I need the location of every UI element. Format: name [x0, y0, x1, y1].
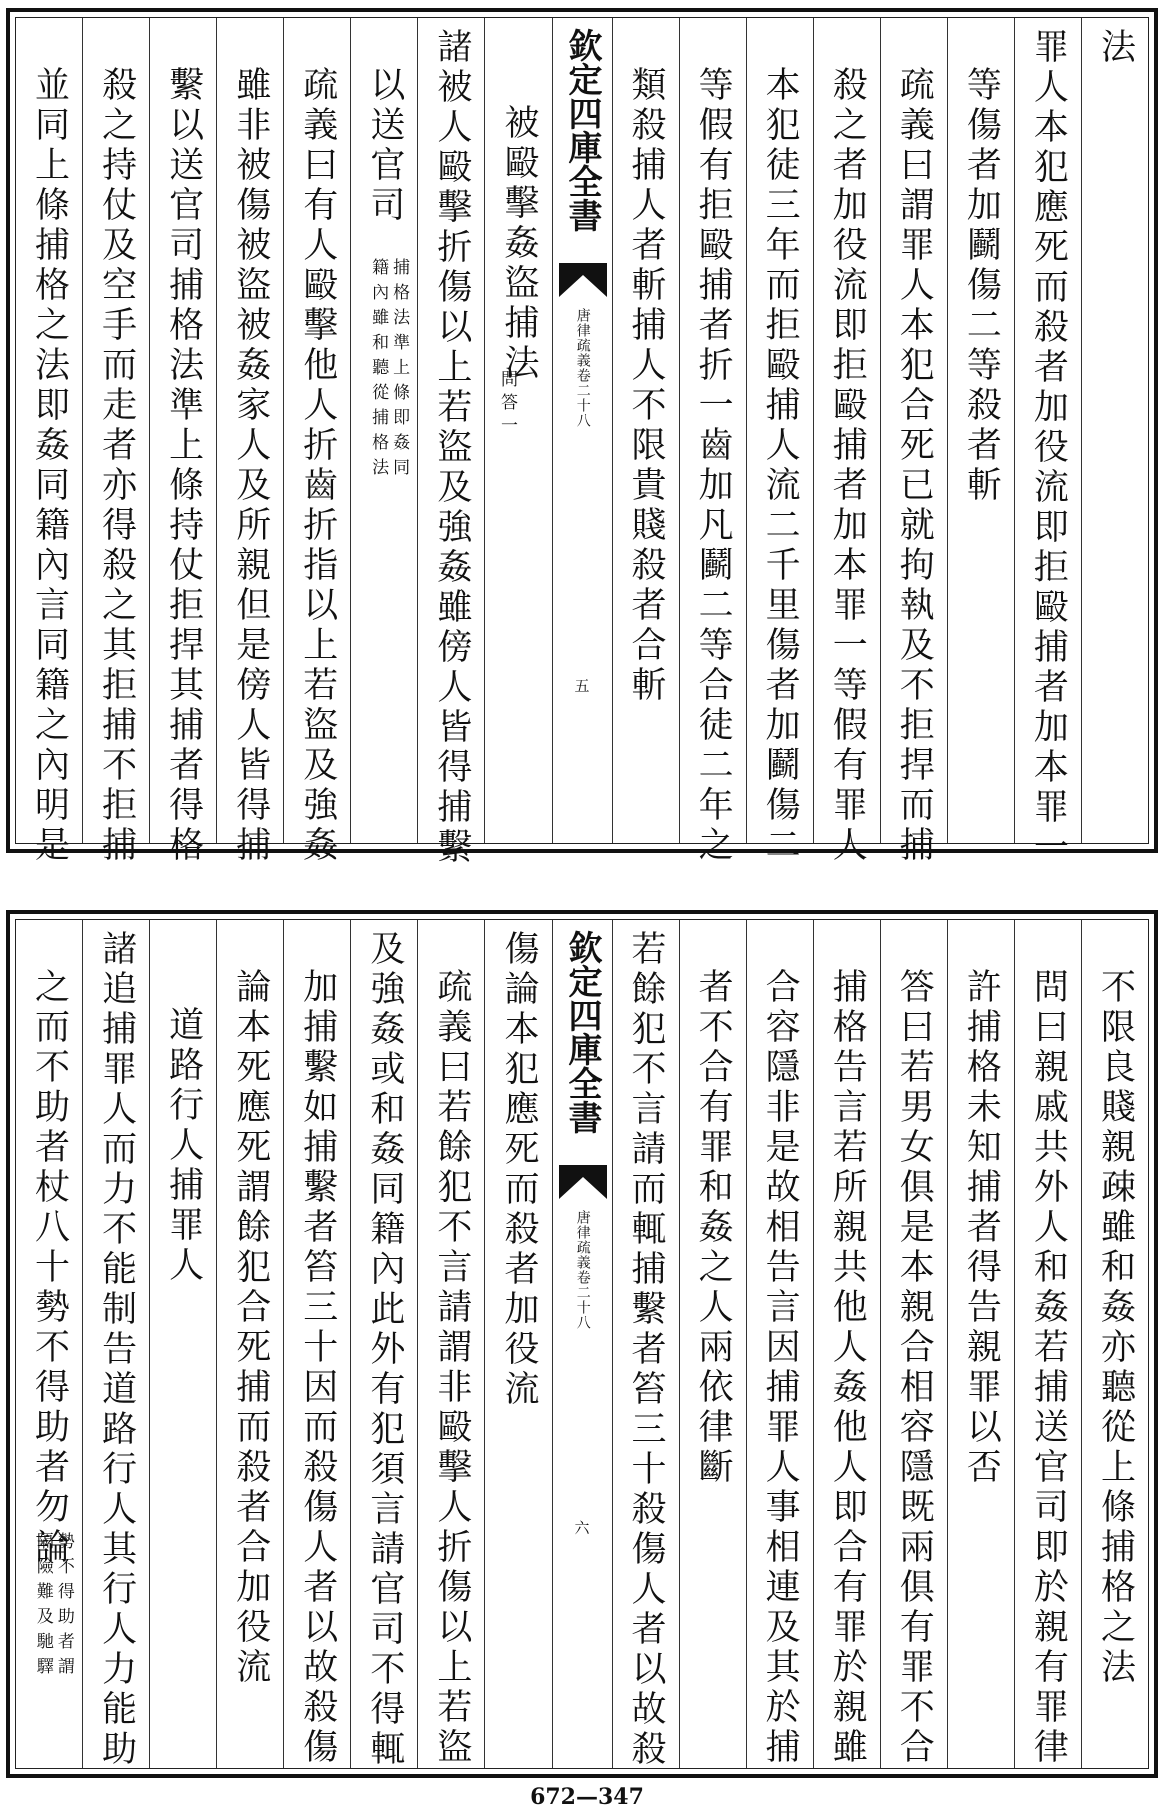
column-text: 雖非被傷被盜被姦家人及所親但是傍人皆得捕	[230, 66, 271, 866]
note-line: 捕格法準上條即姦同	[389, 258, 410, 483]
column-text: 等傷者加鬬傷二等殺者斬	[961, 66, 1002, 506]
column-text: 若餘犯不言請而輒捕繫者笞三十殺傷人者以故殺	[626, 930, 667, 1770]
column-text: 疏義曰若餘犯不言請謂非毆擊人折傷以上若盜	[431, 968, 472, 1768]
top-text-column	[417, 18, 484, 868]
bottom-text-column	[1081, 920, 1148, 1768]
note-line: 隔險難及馳驛	[32, 1532, 53, 1682]
book-title: 唐律疏義	[574, 308, 591, 368]
column-text: 殺之持仗及空手而走者亦得殺之其拒捕不拒捕	[96, 66, 137, 866]
top-center-fold	[552, 18, 612, 843]
column-text: 以送官司	[364, 66, 405, 226]
column-text: 本犯徒三年而拒毆捕人流二千里傷者加鬬傷二	[760, 66, 801, 866]
bottom-center-fold	[552, 920, 612, 1768]
column-text: 不限良賤親疎雖和姦亦聽從上條捕格之法	[1095, 968, 1136, 1688]
bottom-text-column	[484, 920, 551, 1768]
top-page-columns	[16, 18, 1148, 868]
column-text: 及強姦或和姦同籍內此外有犯須言請官司不得輒	[364, 930, 405, 1770]
column-text: 問曰親戚共外人和姦若捕送官司即於親有罪律	[1028, 968, 1069, 1768]
column-text: 諸追捕罪人而力不能制告道路行人其行人力能助	[96, 930, 137, 1770]
bottom-text-column	[947, 920, 1014, 1768]
bottom-page	[6, 910, 1158, 1778]
column-text: 等假有拒毆捕者折一齒加凡鬬二等合徒二年之	[693, 66, 734, 866]
top-text-column	[679, 18, 746, 866]
column-text: 並同上條捕格之法即姦同籍內言同籍之內明是	[29, 66, 70, 866]
top-text-column	[612, 18, 679, 843]
top-text-column	[1014, 18, 1081, 868]
folio-number: 六	[572, 1520, 591, 1535]
column-text: 論本死應死謂餘犯合死捕而殺者合加役流	[230, 968, 271, 1688]
note-line: 勢不得助者謂	[53, 1532, 74, 1682]
top-text-column	[216, 18, 283, 866]
bottom-text-column	[16, 920, 82, 1768]
section-heading: 被毆擊姦盜捕法	[498, 104, 539, 384]
volume-label: 卷二十八	[574, 1270, 591, 1330]
column-text: 加捕繫如捕繫者笞三十因而殺傷人者以故殺傷	[297, 968, 338, 1768]
bottom-text-column	[417, 920, 484, 1768]
column-text: 捕格告言若所親共他人姦他人即合有罪於親雖	[827, 968, 868, 1768]
bottom-text-column	[82, 920, 149, 1768]
column-text: 者不合有罪和姦之人兩依律斷	[693, 968, 734, 1488]
bottom-text-column	[216, 920, 283, 1768]
header-title: 欽定四庫全書	[562, 930, 602, 1134]
column-text: 疏義曰謂罪人本犯合死已就拘執及不拒捍而捕	[894, 66, 935, 866]
bottom-text-column	[283, 920, 350, 1768]
top-text-column	[350, 18, 417, 843]
column-text: 法	[1095, 28, 1136, 68]
section-heading: 道路行人捕罪人	[163, 1006, 204, 1286]
column-text: 許捕格未知捕者得告親罪以否	[961, 968, 1002, 1488]
top-text-column	[746, 18, 813, 866]
top-text-column	[813, 18, 880, 866]
folio-number: 五	[572, 678, 591, 693]
top-text-column	[149, 18, 216, 866]
note-line: 籍內雖和聽從捕格法	[368, 258, 389, 483]
inline-note	[368, 258, 410, 483]
bottom-text-column	[746, 920, 813, 1768]
top-page-frame	[15, 17, 1149, 868]
column-text: 傷論本犯應死而殺者加役流	[498, 930, 539, 1410]
column-text: 疏義曰有人毆擊他人折齒折指以上若盜及強姦	[297, 66, 338, 866]
column-text: 罪人本犯應死而殺者加役流即拒毆捕者加本罪一	[1028, 28, 1069, 868]
bottom-text-column	[149, 920, 216, 1768]
bottom-page-columns	[16, 920, 1148, 1768]
volume-label: 卷二十八	[574, 368, 591, 428]
bottom-text-column	[880, 920, 947, 1768]
fishtail-mark-icon	[559, 263, 607, 297]
column-text: 合容隱非是故相告言因捕罪人事相連及其於捕	[760, 968, 801, 1768]
header-title: 欽定四庫全書	[562, 28, 602, 232]
column-text: 諸被人毆擊折傷以上若盜及強姦雖傍人皆得捕繫	[431, 28, 472, 868]
top-text-column	[82, 18, 149, 866]
top-text-column	[484, 18, 551, 843]
column-text: 繫以送官司捕格法準上條持仗拒捍其捕者得格	[163, 66, 204, 866]
bottom-text-column	[1014, 920, 1081, 1768]
top-text-column	[16, 18, 82, 866]
column-text: 之而不助者杖八十勢不得助者勿論	[29, 968, 70, 1568]
bottom-text-column	[679, 920, 746, 1768]
bottom-text-column	[813, 920, 880, 1768]
top-text-column	[283, 18, 350, 866]
book-meta	[573, 1210, 591, 1350]
top-text-column	[880, 18, 947, 866]
column-text: 答曰若男女俱是本親合相容隱既兩俱有罪不合	[894, 968, 935, 1768]
book-meta	[573, 308, 591, 448]
top-page	[6, 8, 1158, 868]
bottom-text-column	[612, 920, 679, 1768]
fishtail-mark-icon	[559, 1165, 607, 1199]
section-count-note: 問答一	[496, 370, 517, 439]
bottom-text-column	[350, 920, 417, 1768]
bottom-page-frame	[15, 919, 1149, 1769]
inline-note	[34, 1532, 72, 1682]
top-text-column	[947, 18, 1014, 843]
column-text: 殺之者加役流即拒毆捕者加本罪一等假有罪人	[827, 66, 868, 866]
column-text: 類殺捕人者斬捕人不限貴賤殺者合斬	[626, 66, 667, 706]
top-text-column	[1081, 18, 1148, 843]
page-number: 672—347	[530, 1784, 644, 1810]
book-title: 唐律疏義	[574, 1210, 591, 1270]
